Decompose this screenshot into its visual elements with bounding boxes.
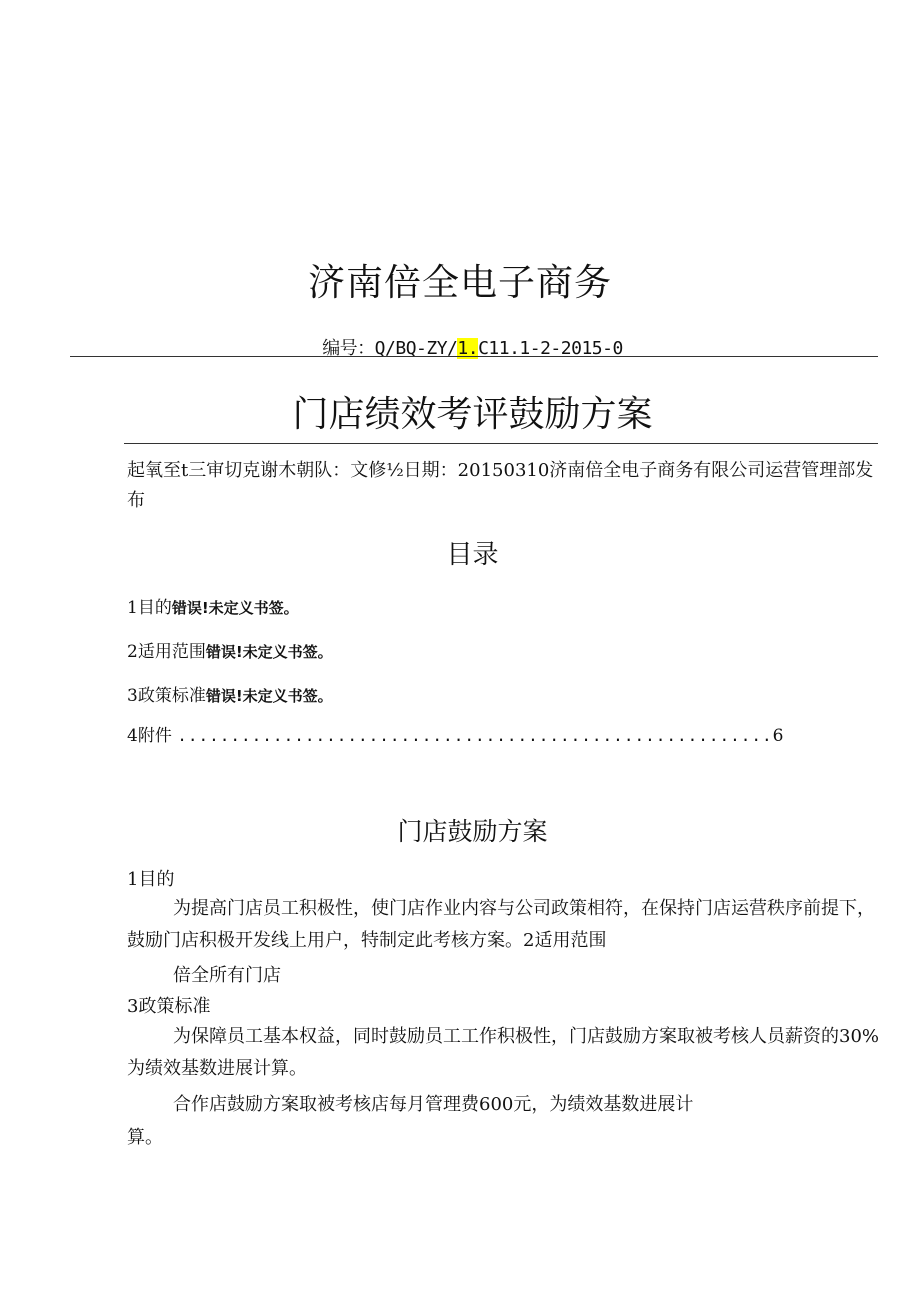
- section-title: 门店鼓励方案: [397, 817, 548, 846]
- document-number-suffix: C11.1-2-2015-0: [478, 338, 623, 359]
- toc-item-label: 4附件: [127, 726, 172, 746]
- toc-item-label: 1目的: [127, 598, 172, 618]
- title-divider: [124, 443, 878, 444]
- toc-item-label: 2适用范围: [127, 642, 206, 662]
- header-divider: [70, 356, 878, 357]
- document-title: 门店绩效考评鼓励方案: [292, 394, 653, 435]
- toc-title: 目录: [446, 540, 499, 570]
- franchise-paragraph: 合作店鼓励方案取被考核店每月管理费600元，为绩效基数进展计: [173, 1094, 694, 1115]
- scope-text: 倍全所有门店: [173, 965, 281, 986]
- toc-item-label: 3政策标准: [127, 686, 206, 706]
- document-number-highlight: 1.: [457, 338, 479, 359]
- heading-policy: 3政策标准: [127, 996, 211, 1017]
- company-title: 济南倍全电子商务: [308, 261, 612, 304]
- toc-item-error: 错误!未定义书签。: [171, 599, 299, 617]
- document-meta: 起氧至t三审切克谢木朝队：文修½日期：20150310济南倍全电子商务有限公司运营管理部发布: [127, 460, 874, 511]
- toc-item-error: 错误!未定义书签。: [205, 643, 333, 661]
- policy-paragraph: 为保障员工基本权益，同时鼓励员工工作积极性，门店鼓励方案取被考核人员薪资的30%为绩效基数进展计算。: [127, 1026, 880, 1079]
- toc-item[interactable]: [127, 721, 784, 746]
- toc-item[interactable]: [127, 637, 333, 662]
- document-number-prefix: 编号：Q/BQ-ZY/: [322, 338, 458, 359]
- toc-item-error: 错误!未定义书签。: [205, 687, 333, 705]
- toc-item[interactable]: [127, 593, 299, 618]
- toc-item[interactable]: [127, 681, 333, 706]
- heading-purpose: 1目的: [127, 869, 175, 890]
- toc-page-number: 6: [772, 726, 784, 746]
- purpose-paragraph: 为提高门店员工积极性，使门店作业内容与公司政策相符，在保持门店运营秩序前提下，鼓励门店积极开发线上用户，特制定此考核方案。2适用范围: [127, 898, 875, 951]
- franchise-paragraph-end: 算。: [127, 1127, 163, 1148]
- toc-leader-dots: ........................................................: [177, 726, 773, 745]
